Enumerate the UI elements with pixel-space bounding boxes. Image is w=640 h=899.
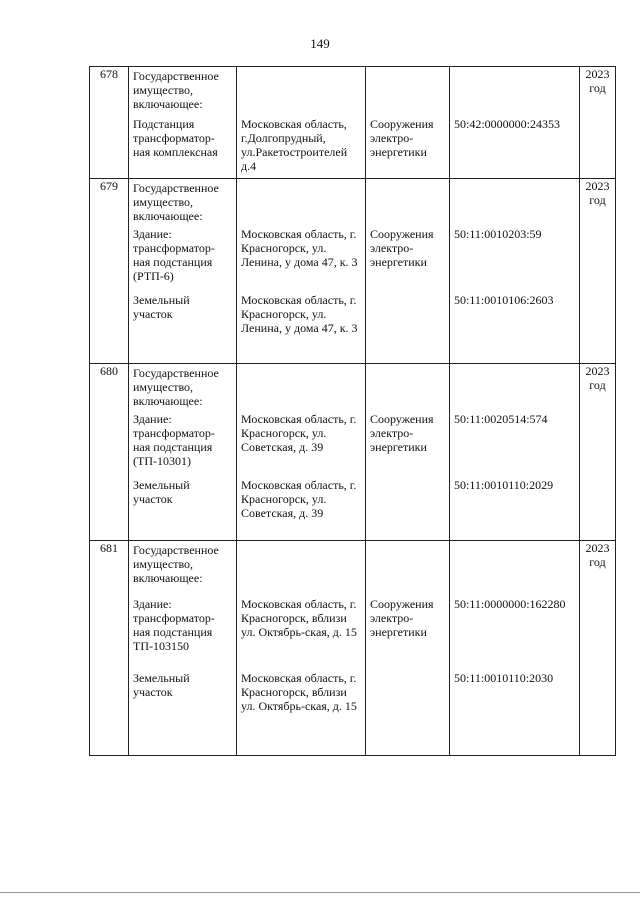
item-address: Московская область, г. Красногорск, ул. Советская, д. 39 [237,408,366,478]
item-address: Московская область, г. Красногорск, ул. Ленина, у дома 47, к. 3 [237,223,366,293]
item-address: Московская область, г. Красногорск, ул. Ленина, у дома 47, к. 3 [237,293,366,364]
item-category: Сооружения электро-энергетики [366,597,450,671]
item-category: Сооружения электро-энергетики [366,223,450,293]
record-header-row [90,364,616,409]
record-heading: Государственное имущество, включающее: [129,179,237,224]
record-year: 2023 год [580,179,616,224]
record-number: 681 [90,541,129,598]
item-category [366,671,450,756]
item-name: Здание: трансформатор-ная подстанция (ТП-10301) [129,408,237,478]
record-header-row [90,179,616,224]
record-item-row [90,478,616,541]
record-heading: Государственное имущество, включающее: [129,67,237,112]
record-number: 679 [90,179,129,224]
item-category [366,293,450,364]
record-item-row [90,223,616,293]
item-cadastral-number: 50:42:0000000:24353 [450,111,580,179]
item-address: Московская область, г. Красногорск, ул. Советская, д. 39 [237,478,366,541]
record-item-row [90,111,616,179]
page-number: 149 [310,36,330,51]
record-item-row [90,671,616,756]
item-name: Земельный участок [129,671,237,756]
record-item-row [90,293,616,364]
record-heading: Государственное имущество, включающее: [129,364,237,409]
item-category: Сооружения электро-энергетики [366,408,450,478]
record-year: 2023 год [580,364,616,409]
item-category [366,478,450,541]
page-bottom-rule [0,892,640,893]
item-category: Сооружения электро-энергетики [366,111,450,179]
record-heading: Государственное имущество, включающее: [129,541,237,598]
item-cadastral-number: 50:11:0000000:162280 [450,597,580,671]
item-address: Московская область, г. Красногорск, вблизи ул. Октябрь-ская, д. 15 [237,597,366,671]
item-cadastral-number: 50:11:0020514:574 [450,408,580,478]
item-name: Здание: трансформатор-ная подстанция (РТП-6) [129,223,237,293]
record-number: 680 [90,364,129,409]
record-number: 678 [90,67,129,112]
item-cadastral-number: 50:11:0010106:2603 [450,293,580,364]
item-address: Московская область, г.Долгопрудный, ул.Ракетостроителей д.4 [237,111,366,179]
record-item-row [90,408,616,478]
item-cadastral-number: 50:11:0010110:2030 [450,671,580,756]
item-name: Подстанция трансформатор-ная комплексная [129,111,237,179]
record-year: 2023 год [580,67,616,112]
record-item-row [90,597,616,671]
item-name: Здание: трансформатор-ная подстанция ТП-103150 [129,597,237,671]
item-name: Земельный участок [129,478,237,541]
item-address: Московская область, г. Красногорск, вблизи ул. Октябрь-ская, д. 15 [237,671,366,756]
item-cadastral-number: 50:11:0010203:59 [450,223,580,293]
record-header-row [90,541,616,598]
record-year: 2023 год [580,541,616,598]
item-name: Земельный участок [129,293,237,364]
item-cadastral-number: 50:11:0010110:2029 [450,478,580,541]
record-header-row [90,67,616,112]
property-registry-table [89,66,616,756]
